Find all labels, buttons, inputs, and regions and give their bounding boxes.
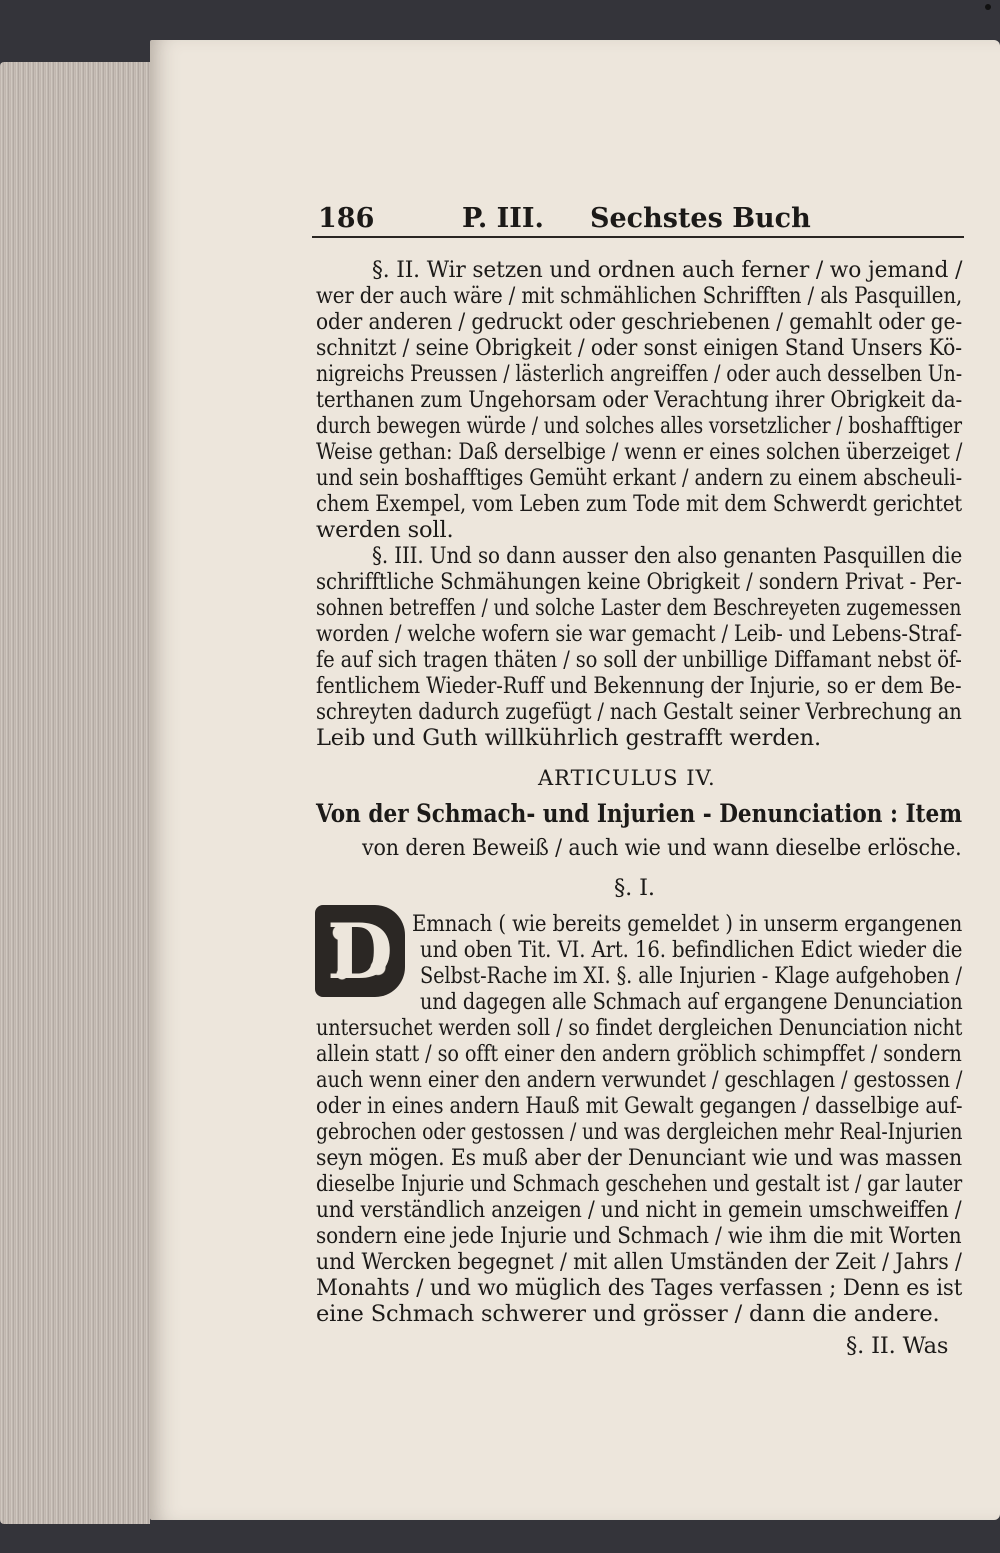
text-line: gebrochen oder gestossen / und was dergleichen mehr Real-Injurien (316, 1119, 963, 1145)
section-heading: §. I. (614, 875, 655, 901)
text-line: und Wercken begegnet / mit allen Umständen der Zeit / Jahrs / (316, 1249, 962, 1275)
part-label: P. III. (462, 203, 544, 234)
text-line: und dagegen alle Schmach auf ergangene Denunciation (420, 989, 963, 1015)
text-line: eine Schmach schwerer und grösser / dann die andere. (316, 1301, 940, 1327)
text-line: und oben Tit. VI. Art. 16. befindlichen Edict wieder die (420, 937, 963, 963)
text-line: dieselbe Injurie und Schmach geschehen und gestalt ist / gar lauter (316, 1171, 963, 1197)
decorated-initial: D (315, 905, 405, 997)
text-line: worden / welche wofern sie war gemacht / Leib- und Lebens-Straf- (316, 621, 962, 647)
text-line: §. II. Wir setzen und ordnen auch ferner / wo jemand / (372, 257, 963, 283)
text-line: werden soll. (316, 517, 454, 543)
article-subtitle-line: Von der Schmach- und Injurien - Denunciation : Item (316, 799, 963, 828)
text-line: schrifftliche Schmähungen keine Obrigkeit / sondern Privat - Per- (316, 569, 962, 595)
text-line: schreyten dadurch zugefügt / nach Gestalt seiner Verbrechung an (316, 699, 962, 725)
text-line: und verständlich anzeigen / und nicht in gemein umschweiffen / (316, 1197, 962, 1223)
book-page-edges (0, 62, 150, 1524)
text-line: sohnen betreffen / und solche Laster dem Beschreyeten zugemessen (316, 595, 962, 621)
header-rule (312, 236, 964, 238)
text-line: seyn mögen. Es muß aber der Denunciant wie und was massen (316, 1145, 963, 1171)
text-line: fe auf sich tragen thäten / so soll der unbillige Diffamant nebst öf- (316, 647, 962, 673)
corner-mark (985, 4, 991, 10)
text-line: und sein boshafftiges Gemüht erkant / andern zu einem abscheuli- (316, 465, 962, 491)
text-line: oder anderen / gedruckt oder geschriebenen / gemahlt oder ge- (316, 309, 963, 335)
page-number: 186 (318, 203, 375, 234)
text-line: Selbst-Rache im XI. §. alle Injurien - Klage aufgehoben / (420, 963, 962, 989)
text-line: Emnach ( wie bereits gemeldet ) in unserm ergangenen (412, 911, 963, 937)
text-line: Leib und Guth willkührlich gestrafft werden. (316, 725, 821, 751)
text-line: terthanen zum Ungehorsam oder Verachtung ihrer Obrigkeit da- (316, 387, 963, 413)
text-line: Weise gethan: Daß derselbige / wenn er eines solchen überzeiget / (316, 439, 963, 465)
text-line: oder in eines andern Hauß mit Gewalt gegangen / dasselbige auf- (316, 1093, 963, 1119)
text-line: untersuchet werden soll / so findet dergleichen Denunciation nicht (316, 1015, 963, 1041)
book-title: Sechstes Buch (590, 203, 811, 234)
article-title: ARTICULUS IV. (538, 766, 716, 790)
text-line: fentlichem Wieder-Ruff und Bekennung der Injurie, so er dem Be- (316, 673, 962, 699)
text-line: allein statt / so offt einer den andern gröblich schimpffet / sondern (316, 1041, 962, 1067)
text-line: auch wenn einer den andern verwundet / geschlagen / gestossen / (316, 1067, 963, 1093)
text-line: durch bewegen würde / und solches alles vorsetzlicher / boshafftiger (316, 413, 962, 439)
text-line: nigreichs Preussen / lästerlich angreiffen / oder auch desselben Un- (316, 361, 963, 387)
text-line: wer der auch wäre / mit schmählichen Schrifften / als Pasquillen, (316, 283, 963, 309)
text-line: §. III. Und so dann ausser den also genanten Pasquillen die (372, 543, 963, 569)
text-line: Monahts / und wo müglich des Tages verfassen ; Denn es ist (316, 1275, 963, 1301)
text-line: schnitzt / seine Obrigkeit / oder sonst einigen Stand Unsers Kö- (316, 335, 962, 361)
catchword: §. II. Was (846, 1333, 949, 1359)
text-line: sondern eine jede Injurie und Schmach / wie ihm die mit Worten (316, 1223, 962, 1249)
article-subtitle-line: von deren Beweiß / auch wie und wann dieselbe erlösche. (362, 835, 962, 861)
text-line: chem Exempel, vom Leben zum Tode mit dem Schwerdt gerichtet (316, 491, 963, 517)
